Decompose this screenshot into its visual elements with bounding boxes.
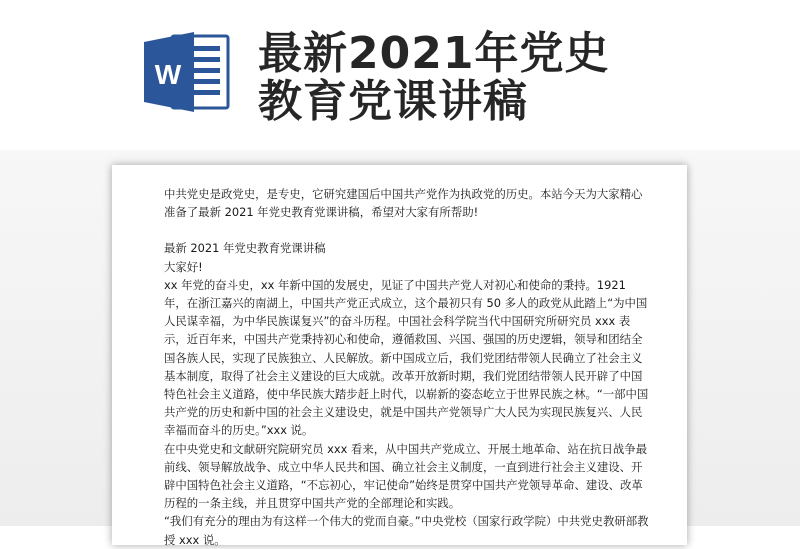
page-title [258, 30, 609, 126]
title-line-2: 教育党课讲稿 [258, 76, 528, 127]
body-paragraph: “我们有充分的理由为有这样一个伟大的党而自豪。”中央党校（国家行政学院）中共党史教研部教授 xxx 说。 [164, 514, 649, 547]
title-line-1: 最新2021年党史 [258, 28, 610, 79]
word-icon-letter: W [154, 59, 182, 90]
greeting: 大家好! [164, 259, 203, 274]
word-document-icon [142, 26, 234, 118]
document-heading: 最新 2021 年党史教育党课讲稿 [164, 241, 326, 256]
body-paragraph: 在中央党史和文献研究院研究员 xxx 看来，从中国共产党成立、开展土地革命、站在抗日战争最前线、领导解放战争、成立中华人民共和国、确立社会主义制度，一直到进行社会主义建设、开辟中国特色社会主义道路，“不忘初心，牢记使命”始终是贯穿中国共产党领导革命、建设、改革历程的一条主线，并且贯穿中国共产党的全部理论和实践。 [164, 441, 648, 511]
intro-paragraph: 中共党史是政党史，是专史，它研究建国后中国共产党作为执政党的历史。本站今天为大家精心准备了最新 2021 年党史教育党课讲稿，希望对大家有所帮助! [164, 187, 643, 220]
document-body [164, 185, 652, 549]
header-banner [0, 0, 800, 150]
body-paragraph: xx 年党的奋斗史，xx 年新中国的发展史，见证了中国共产党人对初心和使命的秉持。1921 年，在浙江嘉兴的南湖上，中国共产党正式成立，这个最初只有 50 多人的政党从此踏上“为中国人民谋幸福，为中华民族谋复兴”的奋斗历程。中国社会科学院当代中国研究所研究员 xxx 表示，近百年来，中国共产党秉持初心和使命，遵循救国、兴国、强国的历史逻辑，领导和团结全国各族人民，实现了民族独立、人民解放。新中国成立后，我们党团结带领人民确立了社会主义基本制度，取得了社会主义建设的巨大成就。改革开放新时期，我们党团结带领人民开辟了中国特色社会主义道路，使中华民族大踏步赶上时代，以崭新的姿态屹立于世界民族之林。“一部中国共产党的历史和新中国的社会主义建设史，就是中国共产党领导广大人民为实现民族复兴、人民幸福而奋斗的历史。”xxx 说。 [164, 277, 649, 438]
document-page [112, 165, 687, 545]
